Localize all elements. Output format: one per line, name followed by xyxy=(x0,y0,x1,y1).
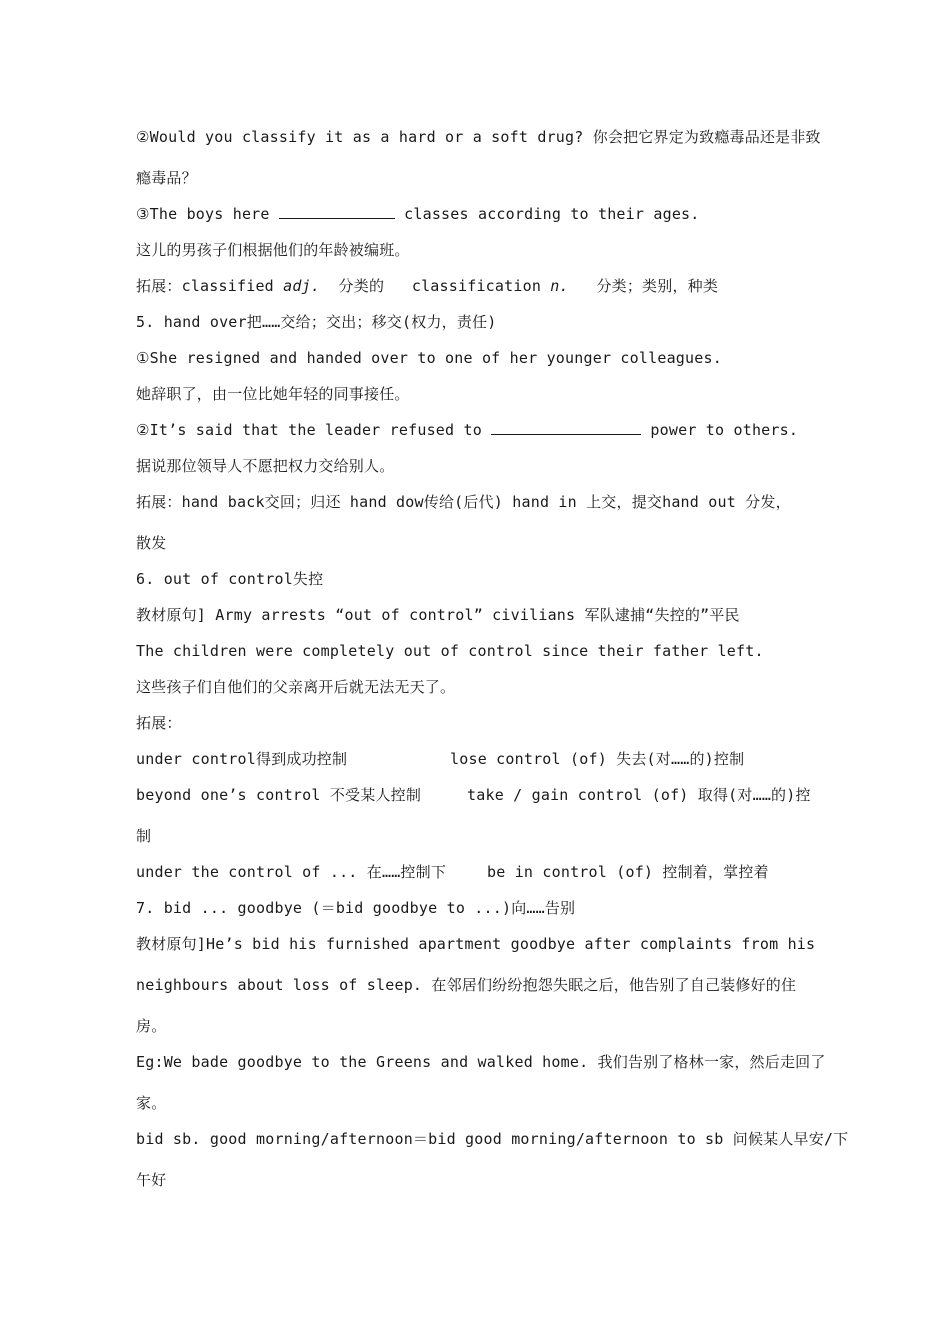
example-1-hand-over: ①She resigned and handed over to one of her younger colleagues. xyxy=(136,349,722,367)
textbook-original-bid-cont: neighbours about loss of sleep. 在邻居们纷纷抱怨失眠之后，他告别了自己装修好的住 xyxy=(136,976,797,994)
extension-control-row-1: under control得到成功控制 lose control (of) 失去(对……的)控制 xyxy=(136,750,745,768)
heading-hand-over: 5. hand over把……交给；交出；移交(权力，责任) xyxy=(136,313,497,331)
textbook-original-bid-end: 房。 xyxy=(136,1017,167,1035)
example-2-classify: ②Would you classify it as a hard or a soft drug? 你会把它界定为致瘾毒品还是非致 xyxy=(136,128,821,146)
extension-hand: 拓展：hand back交回；归还 hand dow传给(后代) hand in 上交，提交hand out 分发， xyxy=(136,493,791,511)
fill-blank[interactable] xyxy=(279,204,395,219)
example-bid-goodbye-end: 家。 xyxy=(136,1094,167,1112)
fill-blank[interactable] xyxy=(491,420,641,435)
example-bid-goodbye: Eg:We bade goodbye to the Greens and walked home. 我们告别了格林一家，然后走回了 xyxy=(136,1053,826,1071)
extension-label: 拓展： xyxy=(136,714,182,732)
heading-out-of-control: 6. out of control失控 xyxy=(136,570,324,588)
textbook-original-sentence: 教材原句] Army arrests “out of control” civilians 军队逮捕“失控的”平民 xyxy=(136,606,740,624)
textbook-original-bid: 教材原句]He’s bid his furnished apartment goodbye after complaints from his xyxy=(136,935,816,953)
example-3-classify: ③The boys here classes according to their ages. xyxy=(136,205,700,223)
extension-control-row-2: beyond one’s control 不受某人控制 take / gain control (of) 取得(对……的)控 xyxy=(136,786,811,804)
example-out-of-control: The children were completely out of control since their father left. xyxy=(136,642,764,660)
example-2-hand-over: ②It’s said that the leader refused to power to others. xyxy=(136,421,799,439)
example-1-translation: 她辞职了，由一位比她年轻的同事接任。 xyxy=(136,385,410,403)
extension-hand-cont: 散发 xyxy=(136,534,167,552)
extension-control-row-3: under the control of ... 在……控制下 be in control (of) 控制着，掌控着 xyxy=(136,863,769,881)
example-2-classify-cont: 瘾毒品？ xyxy=(136,169,197,187)
extension-classify: 拓展：classified adj. 分类的 classification n. 分类；类别，种类 xyxy=(136,277,719,295)
example-out-of-control-translation: 这些孩子们自他们的父亲离开后就无法无天了。 xyxy=(136,678,456,696)
heading-bid-goodbye: 7. bid ... goodbye (＝bid goodbye to ...)向……告别 xyxy=(136,899,576,917)
extension-control-row-2-cont: 制 xyxy=(136,827,152,845)
example-2-translation: 据说那位领导人不愿把权力交给别人。 xyxy=(136,457,395,475)
extension-bid-greeting: bid sb. good morning/afternoon＝bid good morning/afternoon to sb 问候某人早安/下 xyxy=(136,1130,849,1148)
example-3-translation: 这儿的男孩子们根据他们的年龄被编班。 xyxy=(136,241,410,259)
extension-bid-greeting-end: 午好 xyxy=(136,1171,167,1189)
